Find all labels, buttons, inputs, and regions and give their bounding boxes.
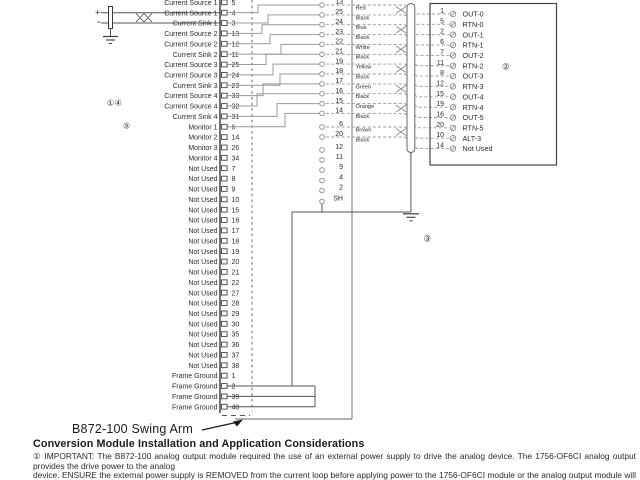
- left-terminal-number: 34: [231, 155, 240, 163]
- wire-color-label: Black: [355, 35, 370, 41]
- left-terminal-label: Current Sink 2: [172, 51, 218, 59]
- wire-color-label: Red: [355, 5, 366, 12]
- connector-pin-number: 8: [440, 70, 444, 78]
- twisted-pair-icon: [396, 26, 406, 33]
- terminal-screw-icon: [222, 155, 228, 160]
- wire-end-terminal-icon: [320, 52, 325, 57]
- terminal-screw-icon: [222, 332, 228, 337]
- left-terminal-label: Not Used: [188, 290, 218, 298]
- cable-dashed-wire: [326, 25, 450, 35]
- connector-signal-label: RTN-2: [462, 61, 484, 71]
- left-terminal-label: Current Source 1: [164, 10, 218, 18]
- left-terminal-label: Not Used: [188, 238, 218, 246]
- connector-signal-label: OUT-0: [462, 9, 484, 19]
- left-terminal-number: 3: [231, 20, 236, 28]
- left-terminal-number: 31: [231, 113, 240, 121]
- left-terminal-number: 19: [231, 248, 240, 256]
- connector-signal-label: ALT-3: [462, 133, 482, 143]
- wire-end-terminal-icon: [320, 188, 325, 193]
- connector-signal-label: RTN-4: [462, 102, 484, 112]
- ground-bus: [228, 153, 412, 407]
- cable-wire-number: 18: [335, 68, 343, 76]
- terminal-screw-icon: [222, 228, 228, 233]
- left-terminal-label: Not Used: [188, 165, 218, 173]
- cable-dashed-wire: [326, 104, 450, 118]
- left-terminal-label: Current Source 3: [164, 72, 218, 80]
- wire-end-terminal-icon: [320, 111, 325, 116]
- terminal-screw-icon: [222, 72, 228, 77]
- terminal-screw-icon: [222, 21, 228, 26]
- left-terminal-number: 25: [231, 62, 240, 70]
- left-terminal-label: Not Used: [188, 300, 218, 308]
- cable-wire-number: 4: [339, 174, 343, 182]
- left-terminal-label: Frame Ground: [171, 404, 218, 412]
- connector-signal-label: OUT-1: [462, 30, 484, 40]
- left-terminal-number: 6: [231, 124, 236, 132]
- terminal-screw-icon: [222, 93, 228, 98]
- left-terminal-number: 16: [231, 217, 240, 225]
- cable-shield-oval: [407, 4, 415, 153]
- wire-color-label: Black: [355, 113, 370, 120]
- cable-wire-number: 14: [335, 107, 343, 115]
- left-terminal-number: 33: [231, 93, 240, 101]
- wire-color-label: Black: [355, 54, 370, 61]
- terminal-screw-icon: [222, 145, 228, 150]
- supply-twisted-pair-icon: [136, 14, 152, 23]
- connector-pin-number: 14: [436, 142, 444, 150]
- connector-signal-label: OUT-5: [462, 113, 484, 123]
- left-terminal-number: 20: [231, 259, 240, 267]
- left-terminal-number: 1: [231, 373, 236, 381]
- footer-note-line-3: device. ENSURE the external power supply is REMOVED from the current loop before applying power to the 1756-OF6CI module or the analog output module will: [33, 470, 636, 480]
- terminal-screw-icon: [222, 135, 228, 140]
- connector-pin-number: 12: [436, 80, 444, 88]
- wire-color-label: Orange: [355, 104, 375, 110]
- terminal-screw-icon: [222, 342, 228, 347]
- left-terminal-number: 37: [231, 352, 240, 360]
- terminal-wire: [228, 35, 320, 44]
- left-terminal-number: 27: [231, 290, 240, 298]
- cable-wire-number: 9: [339, 164, 343, 172]
- connector-pin-number: 11: [436, 59, 444, 67]
- connector-signal-label: RTN-1: [462, 40, 484, 50]
- terminal-screw-icon: [222, 249, 228, 254]
- wire-color-label: Black: [355, 15, 370, 22]
- wire-end-terminal-icon: [320, 101, 325, 106]
- left-terminal-number: 22: [231, 279, 240, 287]
- cable-wire-number: 15: [335, 97, 343, 105]
- earth-ground-icon: [403, 214, 419, 221]
- callout-2: ②: [502, 61, 511, 72]
- left-terminal-number: 32: [231, 103, 240, 111]
- terminal-screw-icon: [222, 62, 228, 67]
- twisted-pair-icon: [396, 129, 406, 136]
- wire-color-label: Blue: [355, 25, 367, 32]
- left-terminal-number: 8: [231, 176, 236, 184]
- cable-dashed-wire: [326, 137, 450, 152]
- left-terminal-number: 18: [231, 238, 240, 246]
- callout-5: ⑤: [123, 121, 131, 131]
- cable-wire-number: 19: [335, 58, 343, 66]
- left-terminal-number: 11: [231, 51, 239, 59]
- cable-dashed-wire: [326, 113, 450, 127]
- twisted-pair-icon: [396, 7, 406, 14]
- connector-pin-number: 5: [440, 18, 444, 26]
- cable-dashed-wire: [326, 94, 450, 107]
- left-terminal-label: Not Used: [188, 176, 218, 184]
- terminal-screw-icon: [222, 280, 228, 285]
- cable-dashed-wire: [326, 15, 450, 24]
- terminal-screw-icon: [222, 104, 228, 109]
- terminal-screw-icon: [222, 259, 228, 264]
- terminal-wire: [228, 15, 320, 23]
- cable-dashed-wire: [326, 35, 450, 45]
- footer-note-line-2: provides the drive power to the analog: [33, 460, 175, 471]
- left-terminal-number: 14: [231, 134, 240, 142]
- left-terminal-label: Frame Ground: [171, 383, 218, 391]
- cable-wire-number: 21: [335, 48, 343, 56]
- terminal-screw-icon: [222, 290, 228, 295]
- left-terminal-label: Not Used: [188, 217, 218, 225]
- left-terminal-label: Not Used: [188, 207, 218, 215]
- terminal-screw-icon: [222, 187, 228, 192]
- wire-end-terminal-icon: [320, 32, 325, 37]
- left-terminal-number: 29: [231, 311, 240, 318]
- left-terminal-number: 15: [231, 207, 240, 215]
- wire-end-terminal-icon: [320, 22, 325, 27]
- wire-end-terminal-icon: [320, 158, 325, 163]
- left-terminal-number: 13: [231, 31, 240, 39]
- wire-end-terminal-icon: [320, 91, 325, 96]
- terminal-screw-icon: [222, 270, 228, 275]
- wire-end-terminal-icon: [320, 82, 325, 87]
- wire-end-terminal-icon: [320, 168, 325, 173]
- left-terminal-number: 30: [231, 321, 240, 329]
- left-terminal-number: 23: [231, 82, 240, 90]
- left-terminal-number: 17: [231, 228, 240, 236]
- left-terminal-label: Current Source 4: [164, 93, 218, 101]
- left-terminal-label: Not Used: [188, 362, 218, 370]
- cable-wire-number: 23: [335, 28, 343, 36]
- left-terminal-number: 24: [231, 72, 240, 80]
- left-terminal-label: Not Used: [188, 269, 218, 277]
- supply-ground-icon: [103, 37, 118, 44]
- connector-signal-label: OUT-2: [462, 51, 484, 60]
- terminal-screw-icon: [222, 384, 228, 389]
- cable-dashed-wire: [326, 84, 450, 97]
- left-terminal-label: Current Sink 1: [172, 20, 218, 28]
- connector-signal-label: OUT-4: [462, 92, 484, 102]
- connector-signal-label: Not Used: [462, 144, 493, 154]
- cable-wire-number: 2: [339, 184, 343, 192]
- terminal-wire: [228, 25, 320, 34]
- wire-color-label: Yellow: [355, 64, 372, 71]
- left-terminal-label: Not Used: [188, 248, 218, 256]
- connector-signal-label: RTN-0: [462, 19, 484, 29]
- cable-wire-number: 22: [335, 38, 343, 46]
- wire-color-label: Black: [355, 94, 370, 101]
- cable-wire-number: 12: [335, 144, 343, 152]
- terminal-screw-icon: [222, 207, 228, 212]
- left-terminal-label: Not Used: [188, 279, 218, 287]
- connector-signal-label: OUT-3: [462, 71, 484, 81]
- left-terminal-label: Not Used: [188, 342, 218, 350]
- terminal-screw-icon: [222, 321, 228, 326]
- connector-signal-label: RTN-3: [462, 82, 484, 92]
- terminal-screw-icon: [222, 373, 228, 378]
- terminal-screw-icon: [222, 83, 228, 88]
- left-terminal-label: Current Source 1: [164, 0, 218, 7]
- terminal-screw-icon: [222, 394, 228, 399]
- terminal-screw-icon: [222, 352, 228, 357]
- minus-sign: -: [97, 16, 102, 28]
- swing-arm-label: B872-100 Swing Arm: [72, 422, 194, 436]
- wire-end-terminal-icon: [320, 148, 325, 153]
- callout-1-4: ①④: [107, 98, 123, 108]
- left-terminal-number: 4: [231, 10, 236, 18]
- terminal-screw-icon: [222, 363, 228, 368]
- plus-sign: +: [95, 7, 101, 18]
- left-terminal-label: Not Used: [188, 228, 218, 236]
- terminal-screw-icon: [222, 404, 228, 409]
- cable-dashed-wire: [326, 44, 450, 55]
- connector-pin-number: 15: [436, 90, 444, 98]
- terminal-screw-icon: [222, 0, 228, 5]
- wire-color-label: Brown: [355, 127, 372, 134]
- terminal-screw-icon: [222, 311, 228, 316]
- left-terminal-number: 9: [231, 186, 236, 194]
- connector-pin-number: 20: [436, 121, 444, 129]
- left-terminal-label: Monitor 1: [188, 124, 218, 132]
- wire-end-terminal-icon: [320, 42, 325, 47]
- twisted-pair-icon: [396, 85, 406, 92]
- left-terminal-number: 12: [231, 41, 240, 49]
- connector-pin-number: 7: [440, 49, 444, 57]
- wire-end-terminal-icon: [320, 178, 325, 183]
- terminal-wire: [228, 44, 320, 54]
- cable-wire-number: SH: [333, 195, 343, 203]
- cable-dashed-wire: [326, 5, 450, 17]
- left-terminal-number: 38: [231, 362, 240, 370]
- terminal-screw-icon: [222, 238, 228, 243]
- connector-pin-number: 16: [436, 111, 444, 119]
- left-terminal-label: Monitor 2: [188, 134, 218, 142]
- connector-pin-number: 6: [440, 39, 444, 47]
- terminal-wire: [228, 64, 320, 75]
- cable-wire-number: 25: [335, 9, 343, 17]
- wire-end-terminal-icon: [320, 135, 325, 140]
- twisted-pair-icon: [396, 46, 406, 53]
- left-terminal-label: Not Used: [188, 331, 218, 339]
- left-terminal-label: Frame Ground: [171, 393, 218, 401]
- wire-end-terminal-icon: [320, 72, 325, 77]
- cable-wire-number: 11: [335, 154, 343, 162]
- left-terminal-label: Current Source 2: [164, 41, 218, 49]
- terminal-wire: [228, 5, 320, 13]
- wire-end-terminal-icon: [320, 62, 325, 67]
- left-terminal-label: Not Used: [188, 259, 218, 267]
- connector-pin-number: 2: [440, 28, 444, 36]
- terminal-screw-icon: [222, 166, 228, 171]
- left-terminal-label: Current Source 2: [164, 31, 218, 39]
- connector-pin-number: 10: [436, 132, 444, 140]
- left-terminal-label: Not Used: [188, 352, 218, 360]
- connector-signal-label: RTN-5: [462, 123, 484, 133]
- left-terminal-label: Not Used: [188, 186, 218, 194]
- wire-color-label: White: [355, 44, 370, 51]
- twisted-pair-icon: [396, 105, 406, 112]
- terminal-screw-icon: [222, 31, 228, 36]
- wire-color-label: Black: [355, 137, 370, 144]
- left-terminal-label: Current Sink 4: [172, 113, 218, 121]
- left-terminal-number: 40: [231, 404, 240, 412]
- wire-end-terminal-icon: [320, 3, 325, 8]
- wire-color-label: Black: [355, 74, 370, 81]
- cable-wire-number: 17: [335, 78, 343, 86]
- left-terminal-number: 26: [231, 145, 240, 153]
- wire-end-terminal-icon: [320, 199, 325, 204]
- terminal-screw-icon: [222, 218, 228, 223]
- left-terminal-number: 10: [231, 196, 240, 204]
- output-connector-box: [430, 4, 557, 166]
- swing-arm-arrow: [202, 420, 243, 431]
- cable-wire-number: 13: [335, 0, 343, 7]
- left-terminal-label: Not Used: [188, 321, 218, 329]
- left-terminal-number: 5: [231, 0, 236, 7]
- left-terminal-label: Monitor 3: [188, 145, 218, 153]
- left-terminal-label: Current Source 3: [164, 62, 218, 70]
- left-terminal-label: Current Source 4: [164, 103, 218, 111]
- footer-heading: Conversion Module Installation and Application Considerations: [33, 438, 365, 450]
- left-terminal-label: Frame Ground: [171, 373, 218, 381]
- cable-wire-number: 20: [335, 131, 343, 139]
- left-terminal-label: Not Used: [188, 196, 218, 204]
- terminal-screw-icon: [222, 301, 228, 306]
- left-terminal-number: 28: [231, 300, 240, 308]
- left-terminal-label: Monitor 4: [188, 155, 218, 163]
- footer-note-line-1: ① IMPORTANT: The B872-100 analog output module required the use of an external power supply to drive the analog device. The 1756-OF6CI analog output: [33, 451, 636, 461]
- left-terminal-label: Not Used: [188, 311, 218, 318]
- terminal-screw-icon: [222, 41, 228, 46]
- terminal-screw-icon: [222, 176, 228, 181]
- connector-pin-number: 1: [440, 8, 444, 15]
- terminal-screw-icon: [222, 114, 228, 119]
- terminal-wire: [228, 113, 320, 126]
- twisted-pair-icon: [396, 66, 406, 73]
- callout-3: ③: [423, 233, 432, 244]
- terminal-screw-icon: [222, 197, 228, 202]
- wire-end-terminal-icon: [320, 13, 325, 18]
- wire-color-label: Green: [355, 84, 372, 91]
- left-terminal-number: 7: [231, 165, 236, 173]
- left-terminal-number: 36: [231, 342, 240, 350]
- cable-wire-number: 16: [335, 87, 343, 95]
- cable-wire-number: 6: [339, 121, 343, 129]
- left-terminal-number: 39: [231, 393, 240, 401]
- wire-end-terminal-icon: [320, 125, 325, 130]
- terminal-screw-icon: [222, 52, 228, 57]
- left-terminal-number: 21: [231, 269, 240, 277]
- left-terminal-label: Current Sink 3: [172, 82, 218, 90]
- terminal-screw-icon: [222, 124, 228, 129]
- cable-wire-number: 24: [335, 18, 343, 26]
- left-terminal-number: 2: [231, 383, 236, 391]
- terminal-screw-icon: [222, 10, 228, 15]
- left-terminal-number: 35: [231, 331, 240, 339]
- terminal-wire: [228, 51, 320, 64]
- cable-dashed-wire: [326, 127, 450, 138]
- connector-pin-number: 19: [436, 101, 444, 109]
